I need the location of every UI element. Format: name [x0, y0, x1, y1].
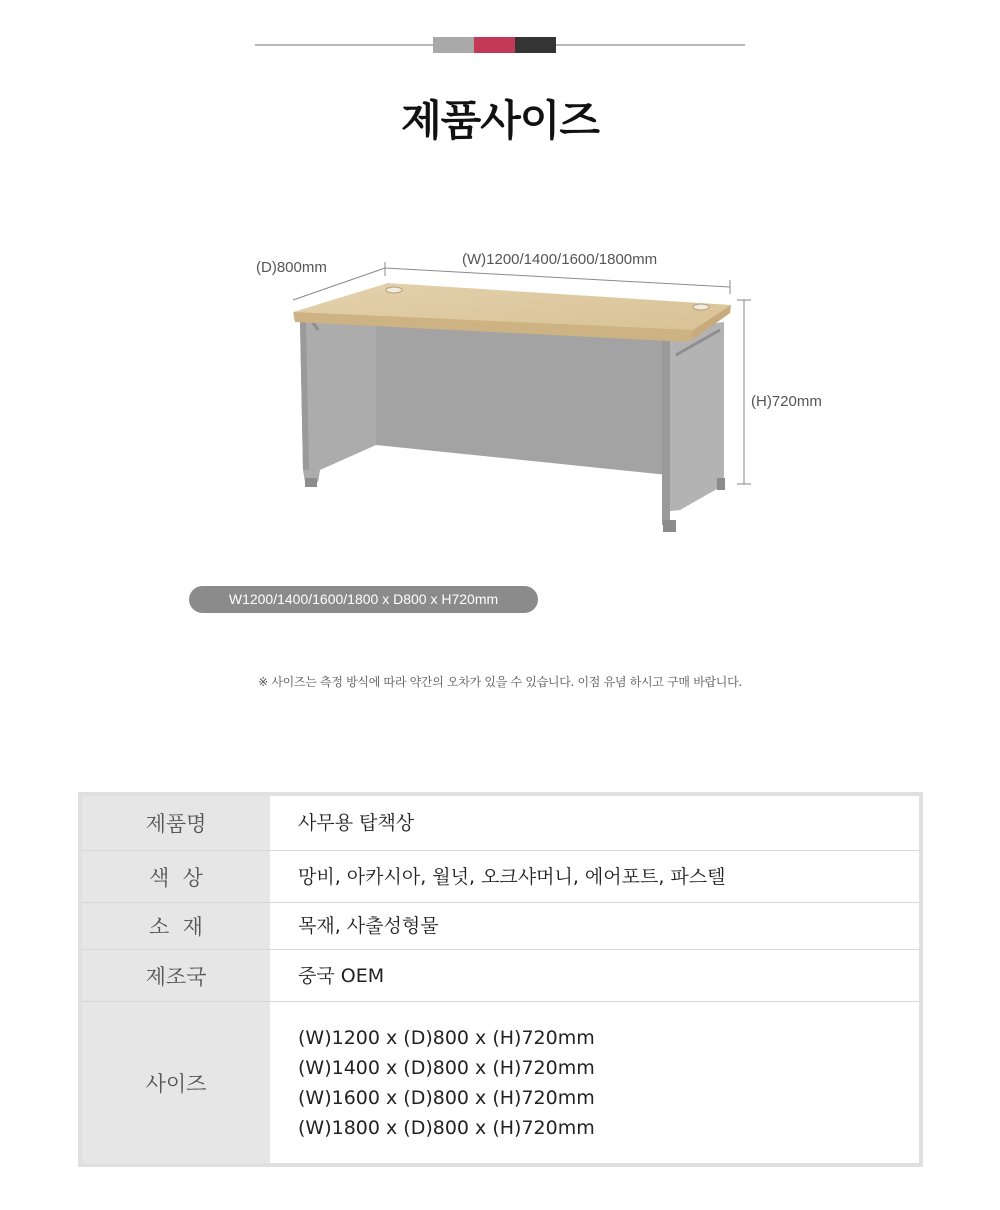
spec-row-origin	[82, 950, 919, 1002]
desk-left-panel	[300, 322, 376, 482]
width-dimension-label: (W)1200/1400/1600/1800mm	[462, 251, 658, 268]
depth-dimension-label: (D)800mm	[256, 259, 327, 276]
spec-value	[270, 903, 919, 949]
spec-label: 색 상	[82, 851, 270, 902]
size-disclaimer-note: ※ 사이즈는 측정 방식에 따라 약간의 오차가 있을 수 있습니다. 이점 유념 하시고 구매 바랍니다.	[258, 675, 742, 689]
spec-table	[78, 792, 923, 1167]
spec-label: 사이즈	[82, 1002, 270, 1163]
size-summary-badge: W1200/1400/1600/1800 x D800 x H720mm	[189, 586, 538, 613]
spec-value-line: (W)1600 x (D)800 x (H)720mm	[298, 1086, 595, 1109]
spec-label: 제품명	[82, 796, 270, 850]
spec-row-product-name	[82, 796, 919, 851]
spec-value	[270, 796, 919, 850]
swatch-dark	[515, 37, 556, 53]
color-swatch-bar	[433, 37, 556, 53]
page-title: 제품사이즈	[401, 96, 599, 145]
spec-value	[270, 950, 919, 1001]
spec-value-line: 중국 OEM	[298, 964, 385, 987]
spec-row-material	[82, 903, 919, 950]
swatch-red	[474, 37, 515, 53]
spec-value	[270, 851, 919, 902]
spec-row-color	[82, 851, 919, 903]
spec-value-line: (W)1400 x (D)800 x (H)720mm	[298, 1056, 595, 1079]
desk-right-panel	[662, 322, 724, 512]
spec-value-line: (W)1800 x (D)800 x (H)720mm	[298, 1116, 595, 1139]
spec-label: 제조국	[82, 950, 270, 1001]
desk-illustration	[0, 230, 1000, 550]
spec-label: 소 재	[82, 903, 270, 949]
spec-row-size	[82, 1002, 919, 1163]
spec-value-line: 사무용 탑책상	[298, 812, 415, 834]
spec-value-line: 망비, 아카시아, 월넛, 오크샤머니, 에어포트, 파스텔	[298, 865, 726, 888]
spec-value-line: (W)1200 x (D)800 x (H)720mm	[298, 1026, 595, 1049]
spec-value-line: 목재, 사출성형물	[298, 915, 439, 937]
swatch-gray	[433, 37, 474, 53]
spec-value	[270, 1002, 919, 1163]
desk-back-panel	[376, 322, 668, 475]
height-dimension-label: (H)720mm	[751, 393, 822, 410]
